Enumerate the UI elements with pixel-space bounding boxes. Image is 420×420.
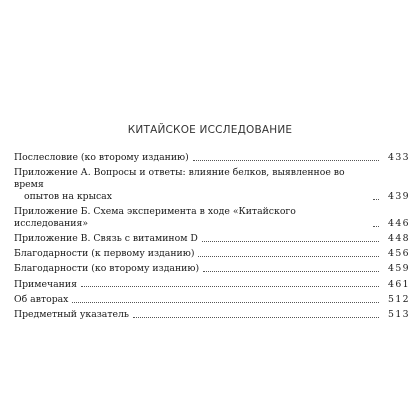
- toc-entry-about-authors: [14, 294, 410, 306]
- toc-entry-title: Приложение А. Вопросы и ответы: влияние белков, выявленное во время: [14, 167, 345, 190]
- running-head: КИТАЙСКОЕ ИССЛЕДОВАНИЕ: [127, 124, 293, 136]
- toc-entry-afterword: [14, 152, 410, 164]
- dot-leader: [203, 271, 379, 272]
- dot-leader: [198, 256, 379, 257]
- toc-entry-subject-index: [14, 309, 410, 321]
- toc-entry-title: Благодарности (ко второму изданию): [14, 263, 200, 275]
- toc-entry-acknowledgments-first: [14, 248, 410, 260]
- toc-entry-appendix-c: [14, 233, 410, 245]
- toc-entry-title: Приложение Б. Схема эксперимента в ходе «Китайского исследования»: [14, 205, 296, 229]
- dot-leader: [81, 286, 379, 287]
- dot-leader: [133, 317, 379, 318]
- toc-entry-appendix-a: [14, 167, 410, 202]
- dot-leader: [373, 226, 379, 227]
- dot-leader: [193, 160, 379, 161]
- toc-page-number: 512: [388, 293, 410, 305]
- table-of-contents: [14, 152, 410, 324]
- toc-page-number: 459: [388, 263, 410, 275]
- toc-entry-title: Послесловие (ко второму изданию): [14, 152, 189, 163]
- toc-page-number: 446: [388, 217, 410, 229]
- toc-page-number: 513: [388, 308, 410, 320]
- toc-page-number: 461: [388, 278, 410, 290]
- toc-entry-notes: [14, 279, 410, 291]
- dot-leader: [373, 199, 379, 200]
- toc-entry-appendix-b: [14, 206, 410, 230]
- toc-page-number: 448: [388, 232, 410, 244]
- toc-entry-title: Примечания: [14, 278, 77, 290]
- dot-leader: [72, 302, 379, 303]
- toc-entry-title-continuation: опытов на крысах: [24, 190, 112, 202]
- toc-page-number: 456: [388, 248, 410, 260]
- toc-entry-title: Приложение В. Связь с витамином D: [14, 232, 198, 244]
- toc-entry-title: Об авторах: [14, 293, 69, 305]
- toc-entry-acknowledgments-second: [14, 263, 410, 275]
- dot-leader: [202, 241, 379, 242]
- toc-entry-title: Благодарности (к первому изданию): [14, 248, 195, 260]
- toc-page-number: 433: [388, 152, 410, 163]
- toc-entry-title: Предметный указатель: [14, 308, 129, 320]
- toc-page-number: 439: [388, 190, 410, 202]
